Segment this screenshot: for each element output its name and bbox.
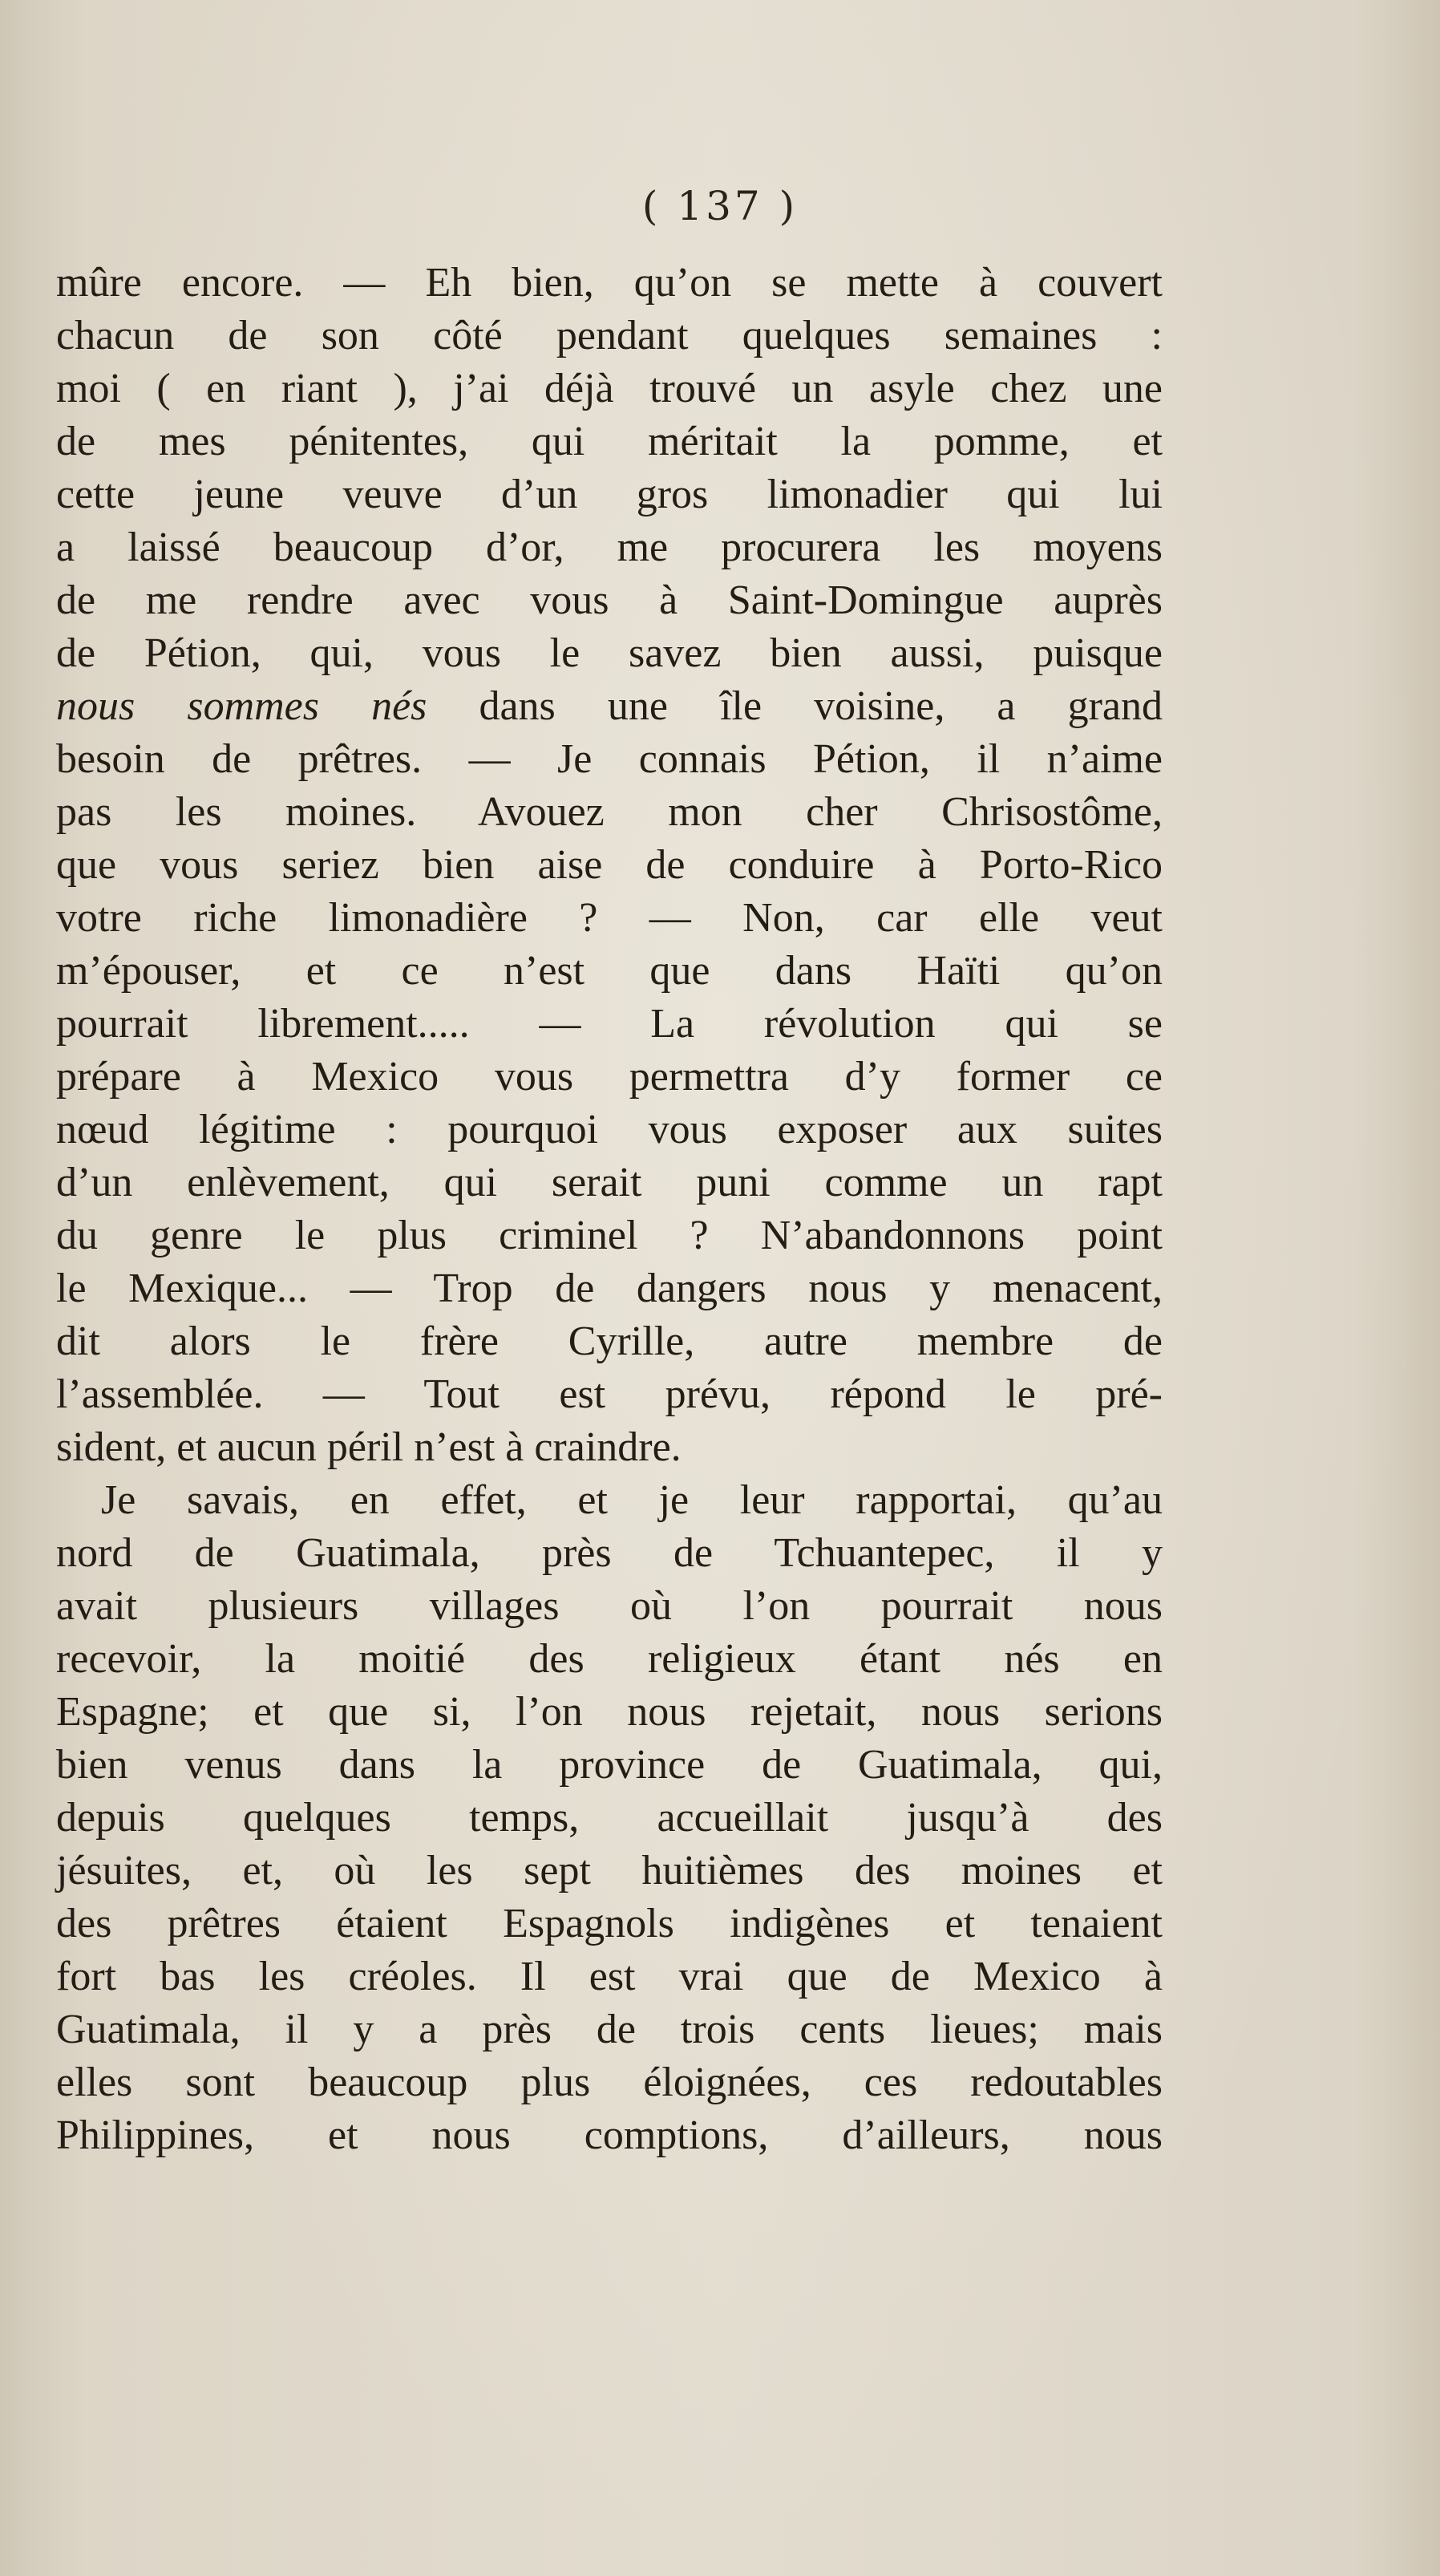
paragraph-end-line: sident, et aucun péril n’est à craindre.: [56, 1424, 682, 1470]
paragraph-start-line: Je savais, en effet, et je leur rapportai, qu’au: [101, 1477, 1163, 1523]
text-line: votre riche limonadière ? — Non, car elle veut: [56, 895, 1163, 941]
text-line: besoin de prêtres. — Je connais Pétion, il n’aime: [56, 736, 1163, 782]
text-line: prépare à Mexico vous permettra d’y former ce: [56, 1054, 1163, 1100]
text-line: depuis quelques temps, accueillait jusqu’à des: [56, 1795, 1163, 1841]
text-line: mûre encore. — Eh bien, qu’on se mette à couvert: [56, 260, 1163, 306]
text-line: pas les moines. Avouez mon cher Chrisostôme,: [56, 789, 1163, 835]
text-line: de me rendre avec vous à Saint-Domingue auprès: [56, 577, 1163, 623]
text-line: a laissé beaucoup d’or, me procurera les moyens: [56, 525, 1163, 570]
text-line: l’assemblée. — Tout est prévu, répond le pré-: [56, 1371, 1163, 1417]
text-line: dit alors le frère Cyrille, autre membre de: [56, 1318, 1163, 1364]
text-line: Guatimala, il y a près de trois cents lieues; mais: [56, 2007, 1163, 2052]
text-line: recevoir, la moitié des religieux étant nés en: [56, 1636, 1163, 1682]
text-line: fort bas les créoles. Il est vrai que de Mexico à: [56, 1954, 1163, 1999]
text-line: chacun de son côté pendant quelques semaines :: [56, 313, 1163, 358]
text-line: nord de Guatimala, près de Tchuantepec, il y: [56, 1530, 1163, 1576]
text-line: pourrait librement..... — La révolution qui se: [56, 1001, 1163, 1047]
text-line: Espagne; et que si, l’on nous rejetait, nous serions: [56, 1689, 1163, 1735]
text-line: que vous seriez bien aise de conduire à Porto-Rico: [56, 842, 1163, 888]
text-line: le Mexique... — Trop de dangers nous y menacent,: [56, 1266, 1163, 1311]
text-line: nœud légitime : pourquoi vous exposer aux suites: [56, 1107, 1163, 1152]
text-line-italic-start: nous sommes nés dans une île voisine, a grand: [56, 683, 1163, 729]
text-line: du genre le plus criminel ? N’abandonnons point: [56, 1213, 1163, 1258]
text-line: de Pétion, qui, vous le savez bien aussi, puisque: [56, 630, 1163, 676]
body-text: [56, 257, 1163, 2162]
text-line: des prêtres étaient Espagnols indigènes et tenaient: [56, 1901, 1163, 1946]
page-number: ( 137 ): [641, 183, 799, 229]
text-line: m’épouser, et ce n’est que dans Haïti qu’on: [56, 948, 1163, 994]
text-line: jésuites, et, où les sept huitièmes des moines et: [56, 1848, 1163, 1894]
text-line: avait plusieurs villages où l’on pourrait nous: [56, 1583, 1163, 1629]
text-line: moi ( en riant ), j’ai déjà trouvé un asyle chez une: [56, 366, 1163, 411]
text-line: de mes pénitentes, qui méritait la pomme, et: [56, 419, 1163, 464]
italic-phrase: nous sommes nés: [56, 683, 427, 729]
text-line: cette jeune veuve d’un gros limonadier qui lui: [56, 472, 1163, 517]
text-line: bien venus dans la province de Guatimala, qui,: [56, 1742, 1163, 1788]
text-line: Philippines, et nous comptions, d’ailleurs, nous: [56, 2112, 1163, 2158]
text-line: d’un enlèvement, qui serait puni comme un rapt: [56, 1160, 1163, 1205]
text-line: elles sont beaucoup plus éloignées, ces redoutables: [56, 2060, 1163, 2105]
